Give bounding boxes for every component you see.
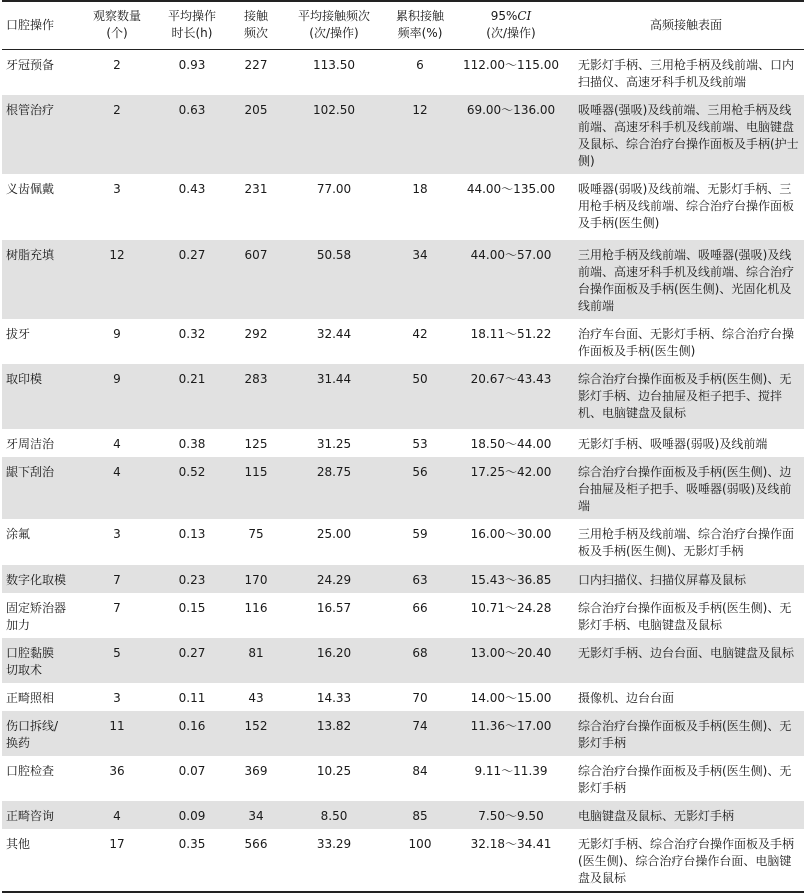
cell-surfaces: 综合治疗台操作面板及手柄(医生侧)、无影灯手柄、边台抽屉及柜子把手、搅拌机、电脑键盘及鼠标 (568, 364, 804, 429)
cell-duration: 0.52 (154, 457, 230, 519)
cell-cum-rate: 84 (412, 763, 428, 778)
cell-ci: 9.11～11.39 (474, 763, 548, 778)
header-ci-line1 (457, 8, 565, 25)
operation-line: 口腔检查 (6, 763, 55, 778)
cell-cum-rate: 66 (412, 600, 428, 615)
cell-operation (2, 519, 80, 565)
header-duration-line1: 平均操作 (167, 9, 216, 24)
cell-contacts: 231 (244, 181, 268, 196)
cell-duration: 0.32 (178, 326, 206, 341)
cell-duration: 0.15 (178, 600, 206, 615)
operation-line: 牙冠预备 (6, 57, 55, 72)
cell-cum-rate: 85 (386, 801, 454, 829)
header-ci-italic: CI (517, 9, 532, 24)
cell-contacts: 607 (230, 240, 282, 319)
cell-avg-freq: 10.25 (316, 763, 352, 778)
cell-contacts: 75 (248, 526, 264, 541)
operation-line: 口腔黏膜 (6, 645, 55, 660)
header-avg-freq-line1: 平均接触频次 (297, 9, 370, 24)
operation-line: 正畸咨询 (6, 808, 55, 823)
cell-count: 4 (80, 457, 154, 519)
cell-operation (2, 240, 80, 319)
table-row (2, 319, 804, 364)
cell-ci: 69.00～136.00 (454, 95, 568, 174)
header-count-line2: (个) (106, 26, 128, 41)
cell-operation (2, 364, 80, 429)
cell-contacts: 43 (248, 690, 264, 705)
cell-contacts: 227 (244, 57, 268, 72)
cell-count: 12 (80, 240, 154, 319)
operation-line: 切取术 (6, 662, 43, 677)
cell-duration: 0.11 (178, 690, 206, 705)
table-row (2, 829, 804, 892)
cell-surfaces: 无影灯手柄、综合治疗台操作面板及手柄(医生侧)、综合治疗台操作台面、电脑键盘及鼠标 (568, 829, 804, 892)
cell-surfaces: 治疗车台面、无影灯手柄、综合治疗台操作面板及手柄(医生侧) (578, 326, 795, 358)
cell-operation (2, 457, 80, 519)
table-row (2, 49, 804, 95)
cell-contacts: 566 (230, 829, 282, 892)
cell-duration: 0.35 (154, 829, 230, 892)
cell-ci: 112.00～115.00 (463, 57, 559, 72)
cell-count: 17 (80, 829, 154, 892)
cell-ci: 16.00～30.00 (470, 526, 552, 541)
cell-ci: 18.50～44.00 (470, 436, 552, 451)
table-row (2, 711, 804, 756)
operation-line: 固定矫治器 (6, 600, 67, 615)
cell-ci: 7.50～9.50 (454, 801, 568, 829)
cell-count: 2 (80, 95, 154, 174)
cell-count: 4 (80, 801, 154, 829)
cell-cum-rate: 50 (386, 364, 454, 429)
operation-line: 数字化取模 (6, 572, 67, 587)
cell-cum-rate: 56 (386, 457, 454, 519)
table-row (2, 638, 804, 683)
cell-surfaces: 口内扫描仪、扫描仪屏幕及鼠标 (568, 565, 804, 593)
cell-operation (2, 756, 80, 801)
table-row (2, 565, 804, 593)
header-duration-line2: 时长(h) (171, 26, 213, 41)
cell-operation (2, 683, 80, 711)
cell-cum-rate: 42 (412, 326, 428, 341)
cell-duration: 0.09 (154, 801, 230, 829)
cell-cum-rate: 63 (386, 565, 454, 593)
header-ci-prefix: 95% (490, 9, 518, 24)
header-cum-rate (386, 1, 454, 49)
cell-surfaces: 吸唾器(弱吸)及线前端、无影灯手柄、三用枪手柄及线前端、综合治疗台操作面板及手柄(医生侧) (578, 181, 795, 230)
cell-operation (2, 829, 80, 892)
table-row (2, 683, 804, 711)
cell-surfaces: 三用枪手柄及线前端、综合治疗台操作面板及手柄(医生侧)、无影灯手柄 (578, 526, 795, 558)
cell-count: 9 (113, 326, 121, 341)
cell-duration: 0.43 (178, 181, 206, 196)
cell-ci: 15.43～36.85 (454, 565, 568, 593)
cell-operation (2, 638, 80, 683)
cell-contacts: 292 (244, 326, 268, 341)
operation-line: 龈下刮治 (6, 464, 55, 479)
cell-cum-rate: 53 (412, 436, 428, 451)
operation-line: 根管治疗 (6, 102, 55, 117)
cell-avg-freq: 31.25 (316, 436, 352, 451)
header-contacts-line1: 接触 (243, 9, 268, 24)
operation-line: 伤口拆线/ (6, 718, 59, 733)
cell-operation (2, 711, 80, 756)
cell-avg-freq: 13.82 (282, 711, 386, 756)
operation-line: 取印模 (6, 371, 43, 386)
cell-duration: 0.63 (154, 95, 230, 174)
cell-count: 7 (113, 600, 121, 615)
cell-surfaces: 三用枪手柄及线前端、吸唾器(强吸)及线前端、高速牙科手机及线前端、综合治疗台操作面板及手柄(医生侧)、光固化机及线前端 (568, 240, 804, 319)
cell-surfaces: 摄像机、边台台面 (578, 690, 675, 705)
cell-avg-freq: 25.00 (316, 526, 352, 541)
operation-line: 树脂充填 (6, 247, 55, 262)
cell-operation (2, 801, 80, 829)
cell-cum-rate: 59 (412, 526, 428, 541)
cell-ci: 14.00～15.00 (470, 690, 552, 705)
cell-contacts: 125 (244, 436, 268, 451)
cell-avg-freq: 113.50 (313, 57, 355, 72)
cell-ci: 17.25～42.00 (454, 457, 568, 519)
table-row (2, 174, 804, 240)
cell-avg-freq: 8.50 (282, 801, 386, 829)
table-row (2, 756, 804, 801)
cell-contacts: 116 (244, 600, 268, 615)
cell-operation (2, 49, 80, 95)
cell-duration: 0.07 (178, 763, 206, 778)
contact-frequency-table (2, 0, 804, 893)
cell-operation (2, 174, 80, 240)
header-contacts (230, 1, 282, 49)
header-contacts-line2: 频次 (243, 26, 268, 41)
cell-avg-freq: 16.57 (316, 600, 352, 615)
cell-operation (2, 565, 80, 593)
cell-cum-rate: 18 (412, 181, 428, 196)
cell-operation (2, 319, 80, 364)
operation-line: 换药 (6, 735, 31, 750)
cell-cum-rate: 74 (386, 711, 454, 756)
cell-count: 9 (80, 364, 154, 429)
cell-duration: 0.23 (154, 565, 230, 593)
cell-surfaces: 综合治疗台操作面板及手柄(医生侧)、无影灯手柄 (578, 763, 792, 795)
operation-line: 正畸照相 (6, 690, 55, 705)
cell-count: 36 (109, 763, 125, 778)
cell-cum-rate: 34 (386, 240, 454, 319)
cell-cum-rate: 100 (386, 829, 454, 892)
header-duration (154, 1, 230, 49)
header-avg-freq (282, 1, 386, 49)
table-row (2, 593, 804, 638)
cell-count: 3 (113, 690, 121, 705)
cell-count: 3 (113, 181, 121, 196)
cell-duration: 0.21 (154, 364, 230, 429)
header-ci-unit: (次/操作) (486, 26, 536, 41)
cell-cum-rate: 12 (386, 95, 454, 174)
operation-line: 涂氟 (6, 526, 31, 541)
cell-surfaces: 综合治疗台操作面板及手柄(医生侧)、边台抽屉及柜子把手、吸唾器(弱吸)及线前端 (568, 457, 804, 519)
cell-count: 3 (113, 526, 121, 541)
cell-duration: 0.13 (178, 526, 206, 541)
header-count (80, 1, 154, 49)
cell-surfaces: 综合治疗台操作面板及手柄(医生侧)、无影灯手柄、电脑键盘及鼠标 (578, 600, 792, 632)
header-cum-rate-line1: 累积接触 (395, 9, 444, 24)
cell-contacts: 81 (230, 638, 282, 683)
operation-line: 加力 (6, 617, 31, 632)
cell-contacts: 170 (230, 565, 282, 593)
cell-surfaces: 综合治疗台操作面板及手柄(医生侧)、无影灯手柄 (568, 711, 804, 756)
header-ci (454, 1, 568, 49)
cell-contacts: 152 (230, 711, 282, 756)
cell-avg-freq: 28.75 (282, 457, 386, 519)
cell-cum-rate: 70 (412, 690, 428, 705)
cell-count: 4 (113, 436, 121, 451)
cell-ci: 10.71～24.28 (470, 600, 552, 615)
cell-cum-rate: 6 (416, 57, 424, 72)
cell-contacts: 205 (230, 95, 282, 174)
cell-contacts: 115 (230, 457, 282, 519)
table-body (2, 49, 804, 892)
cell-surfaces: 电脑键盘及鼠标、无影灯手柄 (568, 801, 804, 829)
cell-surfaces: 无影灯手柄、吸唾器(弱吸)及线前端 (578, 436, 768, 451)
cell-surfaces: 无影灯手柄、三用枪手柄及线前端、口内扫描仪、高速牙科手机及线前端 (578, 57, 795, 89)
table-row (2, 240, 804, 319)
cell-avg-freq: 16.20 (282, 638, 386, 683)
cell-duration: 0.16 (154, 711, 230, 756)
header-operation: 口腔操作 (2, 1, 80, 49)
operation-line: 义齿佩戴 (6, 181, 55, 196)
cell-avg-freq: 31.44 (282, 364, 386, 429)
cell-ci: 44.00～135.00 (466, 181, 556, 196)
cell-count: 7 (80, 565, 154, 593)
table-row (2, 457, 804, 519)
cell-ci: 11.36～17.00 (454, 711, 568, 756)
cell-contacts: 34 (230, 801, 282, 829)
cell-count: 2 (113, 57, 121, 72)
operation-line: 拔牙 (6, 326, 31, 341)
cell-duration: 0.27 (154, 638, 230, 683)
cell-ci: 13.00～20.40 (454, 638, 568, 683)
table-row (2, 519, 804, 565)
cell-avg-freq: 24.29 (282, 565, 386, 593)
cell-operation (2, 593, 80, 638)
cell-avg-freq: 14.33 (316, 690, 352, 705)
cell-operation (2, 429, 80, 457)
cell-ci: 32.18～34.41 (454, 829, 568, 892)
cell-surfaces: 无影灯手柄、边台台面、电脑键盘及鼠标 (568, 638, 804, 683)
cell-ci: 18.11～51.22 (470, 326, 552, 341)
header-cum-rate-line2: 频率(%) (397, 26, 443, 41)
cell-avg-freq: 33.29 (282, 829, 386, 892)
header-count-line1: 观察数量 (92, 9, 141, 24)
table-row (2, 801, 804, 829)
table-row (2, 95, 804, 174)
cell-ci: 44.00～57.00 (454, 240, 568, 319)
cell-contacts: 369 (244, 763, 268, 778)
cell-duration: 0.93 (178, 57, 206, 72)
header-row (2, 1, 804, 49)
cell-count: 11 (80, 711, 154, 756)
cell-contacts: 283 (230, 364, 282, 429)
cell-cum-rate: 68 (386, 638, 454, 683)
cell-surfaces: 吸唾器(强吸)及线前端、三用枪手柄及线前端、高速牙科手机及线前端、电脑键盘及鼠标、综合治疗台操作面板及手柄(护士侧) (568, 95, 804, 174)
cell-avg-freq: 50.58 (282, 240, 386, 319)
cell-avg-freq: 32.44 (316, 326, 352, 341)
cell-duration: 0.38 (178, 436, 206, 451)
cell-count: 5 (80, 638, 154, 683)
cell-avg-freq: 102.50 (282, 95, 386, 174)
table-row (2, 364, 804, 429)
operation-line: 其他 (6, 836, 31, 851)
cell-operation (2, 95, 80, 174)
header-surfaces: 高频接触表面 (568, 1, 804, 49)
cell-duration: 0.27 (154, 240, 230, 319)
cell-ci: 20.67～43.43 (454, 364, 568, 429)
header-avg-freq-line2: (次/操作) (309, 26, 359, 41)
table-row (2, 429, 804, 457)
operation-line: 牙周洁治 (6, 436, 55, 451)
cell-avg-freq: 77.00 (316, 181, 352, 196)
